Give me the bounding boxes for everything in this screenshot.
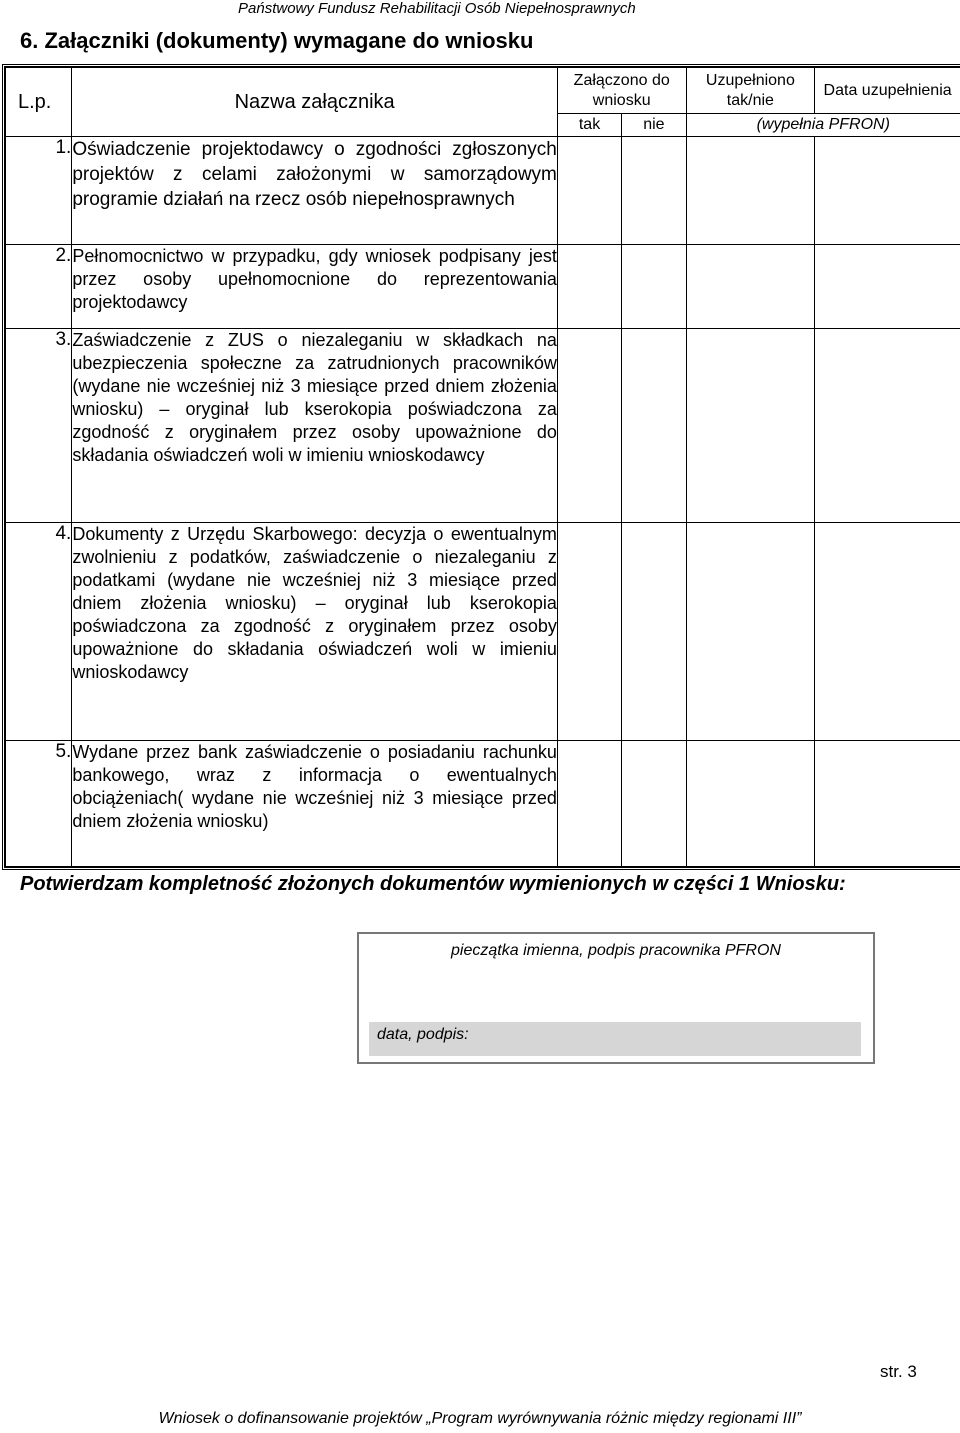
attachments-table-frame	[2, 64, 960, 870]
header-attached: Załączono do wniosku	[557, 68, 686, 114]
cell-attached-tak[interactable]	[557, 329, 621, 523]
row-number: 2.	[6, 245, 72, 329]
cell-completed[interactable]	[686, 523, 815, 741]
row-name: Zaświadczenie z ZUS o niezaleganiu w składkach na ubezpieczenia społeczne za zatrudnionych pracowników (wydane nie wcześniej niż 3 miesiące przed dniem złożenia wniosku) – oryginał lub kserokopia poświadczona za zgodność z oryginałem przez osoby upoważnione do składania oświadczeń woli w imieniu wnioskodawcy	[72, 329, 558, 523]
cell-date[interactable]	[815, 741, 960, 867]
header-sub-tak: tak	[557, 114, 621, 137]
header-sub-pfron: (wypełnia PFRON)	[686, 114, 960, 137]
stamp-signature-box	[357, 932, 875, 1064]
row-name: Dokumenty z Urzędu Skarbowego: decyzja o ewentualnym zwolnieniu z podatków, zaświadczenie o niezaleganiu z podatkami (wydane nie wcześniej niż 3 miesiące przed dniem złożenia wniosku) – oryginał lub kserokopia poświadczona za zgodność z oryginałem przez osoby upoważnione do składania oświadczeń woli w imieniu wnioskodawcy	[72, 523, 558, 741]
date-signature-field[interactable]	[369, 1022, 861, 1056]
cell-date[interactable]	[815, 523, 960, 741]
table-row	[6, 245, 960, 329]
cell-attached-nie[interactable]	[622, 245, 686, 329]
row-name: Pełnomocnictwo w przypadku, gdy wniosek podpisany jest przez osoby upełnomocnione do reprezentowania projektodawcy	[72, 245, 558, 329]
header-completed: Uzupełniono tak/nie	[686, 68, 815, 114]
cell-attached-nie[interactable]	[622, 523, 686, 741]
page-footer: Wniosek o dofinansowanie projektów „Program wyrównywania różnic między regionami III”	[158, 1410, 802, 1427]
cell-attached-nie[interactable]	[622, 329, 686, 523]
table-row	[6, 329, 960, 523]
date-signature-label: data, podpis:	[377, 1026, 469, 1043]
confirmation-statement: Potwierdzam kompletność złożonych dokumentów wymienionych w części 1 Wniosku:	[20, 873, 846, 895]
row-number: 4.	[6, 523, 72, 741]
header-lp: L.p.	[6, 68, 72, 137]
cell-attached-nie[interactable]	[622, 741, 686, 867]
attachments-table	[5, 67, 960, 867]
cell-completed[interactable]	[686, 329, 815, 523]
section-title: 6. Załączniki (dokumenty) wymagane do wniosku	[20, 28, 534, 53]
row-name: Oświadczenie projektodawcy o zgodności zgłoszonych projektów z celami założonymi w samorządowym programie działań na rzecz osób niepełnosprawnych	[72, 137, 558, 245]
page-number: str. 3	[880, 1362, 917, 1381]
cell-date[interactable]	[815, 137, 960, 245]
row-number: 3.	[6, 329, 72, 523]
row-number: 1.	[6, 137, 72, 245]
stamp-label: pieczątka imienna, podpis pracownika PFRON	[451, 942, 781, 959]
organization-header: Państwowy Fundusz Rehabilitacji Osób Niepełnosprawnych	[238, 0, 636, 17]
header-name: Nazwa załącznika	[72, 68, 558, 137]
cell-attached-tak[interactable]	[557, 741, 621, 867]
row-number: 5.	[6, 741, 72, 867]
cell-date[interactable]	[815, 329, 960, 523]
cell-date[interactable]	[815, 245, 960, 329]
cell-completed[interactable]	[686, 741, 815, 867]
cell-completed[interactable]	[686, 245, 815, 329]
cell-completed[interactable]	[686, 137, 815, 245]
header-sub-nie: nie	[622, 114, 686, 137]
table-row	[6, 741, 960, 867]
cell-attached-tak[interactable]	[557, 245, 621, 329]
row-name: Wydane przez bank zaświadczenie o posiadaniu rachunku bankowego, wraz z informacja o ewentualnych obciążeniach( wydane nie wcześniej niż 3 miesiące przed dniem złożenia wniosku)	[72, 741, 558, 867]
cell-attached-tak[interactable]	[557, 523, 621, 741]
table-row	[6, 137, 960, 245]
header-date: Data uzupełnienia	[815, 68, 960, 114]
table-row	[6, 523, 960, 741]
cell-attached-nie[interactable]	[622, 137, 686, 245]
cell-attached-tak[interactable]	[557, 137, 621, 245]
